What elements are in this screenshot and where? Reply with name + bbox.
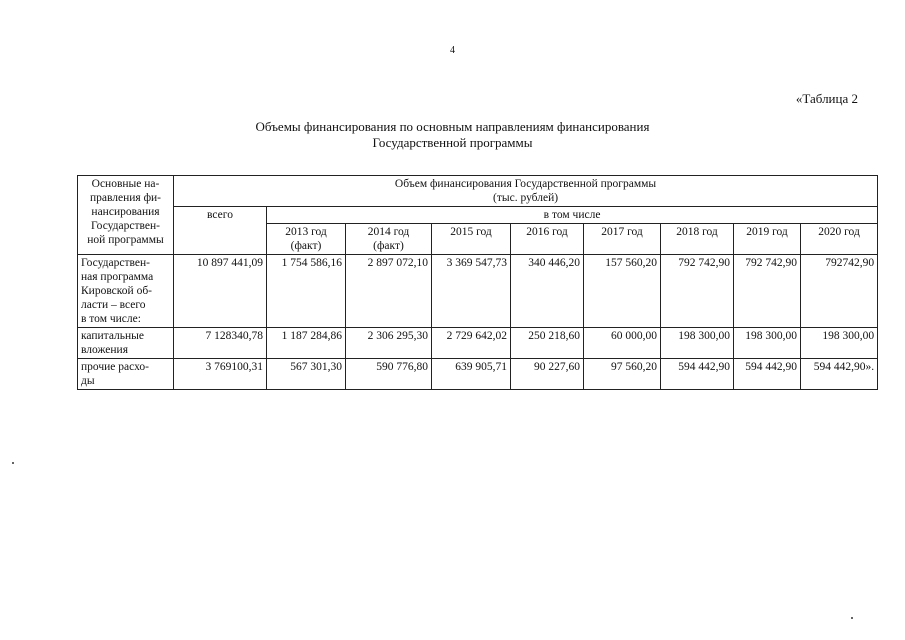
value-cell: 567 301,30	[267, 359, 346, 390]
value-cell: 2 729 642,02	[432, 328, 511, 359]
year-header-cell	[584, 224, 661, 255]
value-cell: 594 442,90	[661, 359, 734, 390]
volume-header-cell	[174, 176, 878, 207]
year-label: 2020 год	[818, 226, 860, 238]
value-cell: 7 128340,78	[174, 328, 267, 359]
scan-speck	[12, 462, 14, 464]
value-cell: 10 897 441,09	[174, 255, 267, 328]
year-header-cell	[801, 224, 878, 255]
value-cell: 594 442,90».	[801, 359, 878, 390]
row-name-cell	[78, 359, 174, 390]
row-name-line: в том числе:	[81, 313, 141, 325]
value-cell: 90 227,60	[511, 359, 584, 390]
value-cell: 1 187 284,86	[267, 328, 346, 359]
value-cell: 792 742,90	[661, 255, 734, 328]
year-header-cell	[432, 224, 511, 255]
value-cell: 198 300,00	[801, 328, 878, 359]
year-header-cell	[267, 224, 346, 255]
year-header-cell	[511, 224, 584, 255]
value-cell: 2 306 295,30	[346, 328, 432, 359]
table-row	[78, 255, 878, 328]
value-cell: 3 769100,31	[174, 359, 267, 390]
value-cell: 3 369 547,73	[432, 255, 511, 328]
including-header-cell: в том числе	[267, 207, 878, 224]
table-label: «Таблица 2	[795, 91, 858, 106]
year-header-cell	[734, 224, 801, 255]
row-name-line: ды	[81, 375, 95, 387]
page-number: 4	[450, 45, 455, 56]
value-cell: 594 442,90	[734, 359, 801, 390]
year-label: 2019 год	[746, 226, 788, 238]
row-name-line: вложения	[81, 344, 128, 356]
value-cell: 340 446,20	[511, 255, 584, 328]
value-cell: 590 776,80	[346, 359, 432, 390]
value-cell: 157 560,20	[584, 255, 661, 328]
year-label: 2018 год	[676, 226, 718, 238]
row-name-cell	[78, 255, 174, 328]
row-name-cell	[78, 328, 174, 359]
header-row-1	[78, 176, 878, 207]
financing-table	[77, 175, 878, 390]
volume-header-line-1: Объем финансирования Государственной программы	[394, 178, 657, 190]
title-line-2: Государственной программы	[372, 135, 533, 150]
value-cell: 1 754 586,16	[267, 255, 346, 328]
volume-header-line-2: (тыс. рублей)	[493, 192, 559, 204]
year-label: 2015 год	[450, 226, 492, 238]
rowname-header-line: ной программы	[87, 234, 164, 246]
row-name-line: прочие расхо-	[81, 361, 149, 373]
row-name-line: ласти – всего	[81, 299, 146, 311]
header-row-2	[78, 207, 878, 224]
year-note: (факт)	[373, 240, 404, 252]
value-cell: 792 742,90	[734, 255, 801, 328]
row-name-line: ная программа	[81, 271, 154, 283]
table-row	[78, 359, 878, 390]
row-name-line: Кировской об-	[81, 285, 153, 297]
total-header-cell: всего	[174, 207, 267, 255]
rowname-header-cell	[78, 176, 174, 255]
value-cell: 250 218,60	[511, 328, 584, 359]
scan-speck	[851, 617, 853, 619]
value-cell: 792742,90	[801, 255, 878, 328]
table-title	[0, 119, 905, 151]
rowname-header-line: нансирования	[91, 206, 160, 218]
value-cell: 198 300,00	[734, 328, 801, 359]
value-cell: 198 300,00	[661, 328, 734, 359]
rowname-header-line: Основные на-	[91, 178, 160, 190]
year-label: 2016 год	[526, 226, 568, 238]
year-label: 2013 год	[285, 226, 327, 238]
year-header-cell	[346, 224, 432, 255]
year-label: 2017 год	[601, 226, 643, 238]
value-cell: 60 000,00	[584, 328, 661, 359]
value-cell: 2 897 072,10	[346, 255, 432, 328]
year-label: 2014 год	[367, 226, 410, 238]
year-header-cell	[661, 224, 734, 255]
value-cell: 97 560,20	[584, 359, 661, 390]
row-name-line: Государствен-	[81, 257, 150, 269]
value-cell: 639 905,71	[432, 359, 511, 390]
rowname-header-line: правления фи-	[89, 192, 162, 204]
title-line-1: Объемы финансирования по основным направлениям финансирования	[255, 119, 650, 134]
rowname-header-line: Государствен-	[91, 220, 160, 232]
year-note: (факт)	[290, 240, 322, 252]
table-row	[78, 328, 878, 359]
row-name-line: капитальные	[81, 330, 145, 342]
